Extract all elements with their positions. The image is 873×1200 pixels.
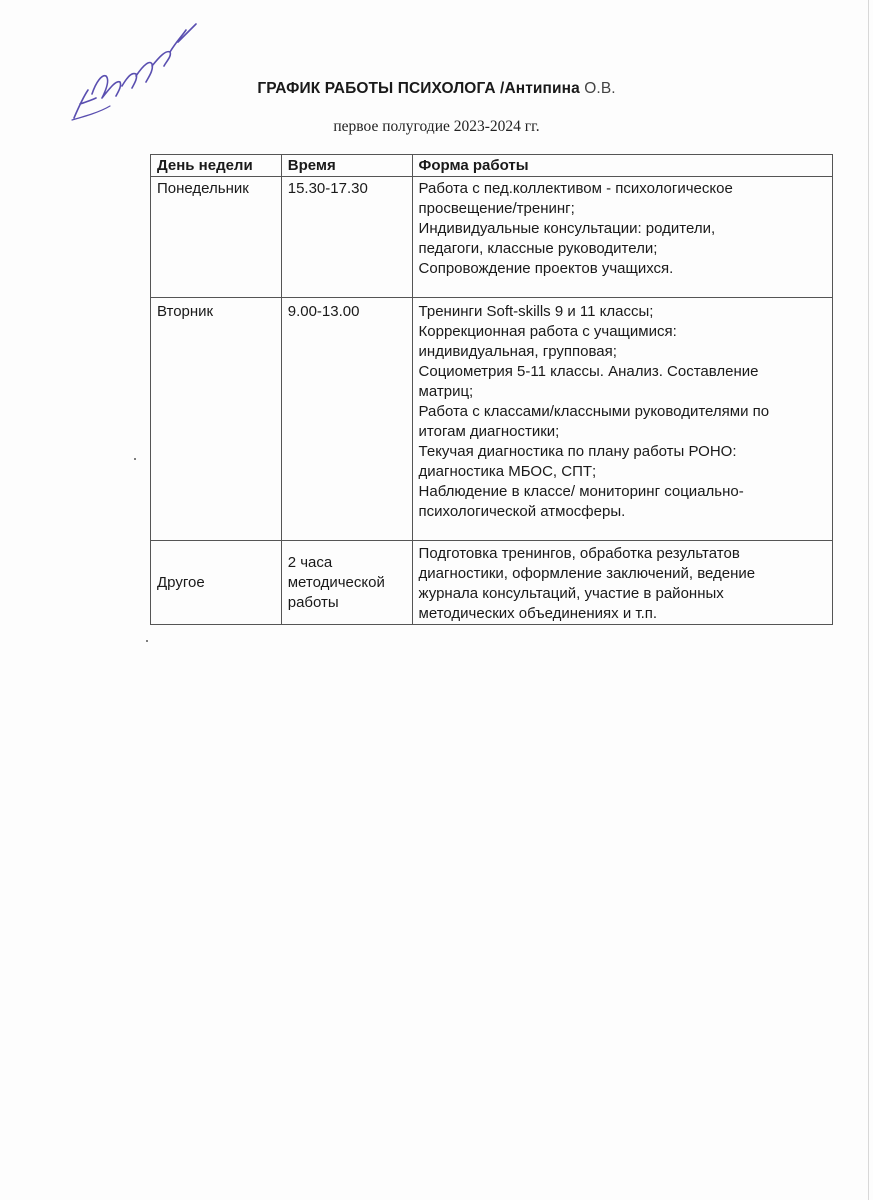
document-subtitle: первое полугодие 2023-2024 гг. bbox=[333, 118, 540, 135]
scan-speck bbox=[134, 458, 136, 460]
table-header-row bbox=[151, 155, 833, 177]
schedule-table bbox=[150, 154, 833, 625]
page-edge bbox=[868, 0, 869, 1200]
document-title bbox=[0, 80, 873, 98]
form-line: Тренинги Soft-skills 9 и 11 классы; bbox=[418, 303, 654, 320]
time-line: 2 часа bbox=[287, 553, 333, 571]
cell-form bbox=[412, 541, 832, 625]
title-main: ГРАФИК РАБОТЫ ПСИХОЛОГА / bbox=[257, 80, 505, 97]
form-line: диагностика МБОС, СПТ; bbox=[418, 463, 597, 480]
cell-day: Понедельник bbox=[151, 177, 282, 298]
title-initials: О.В. bbox=[584, 80, 616, 97]
form-line: Текучая диагностика по плану работы РОНО: bbox=[418, 443, 737, 460]
cell-time: 9.00-13.00 bbox=[281, 298, 412, 541]
form-line: Работа с пед.коллективом - психологическое bbox=[418, 180, 733, 197]
scan-speck bbox=[146, 640, 148, 642]
form-line: матриц; bbox=[418, 383, 474, 400]
time-line: методической bbox=[287, 573, 385, 591]
cell-day: Другое bbox=[151, 541, 282, 625]
cell-time: 15.30-17.30 bbox=[281, 177, 412, 298]
cell-form bbox=[412, 177, 832, 298]
form-line: индивидуальная, групповая; bbox=[418, 343, 617, 360]
handwritten-signature bbox=[66, 20, 206, 130]
title-name: Антипина bbox=[504, 80, 580, 97]
form-line: Сопровождение проектов учащихся. bbox=[418, 260, 674, 277]
cell-form bbox=[412, 298, 832, 541]
form-line: методических объединениях и т.п. bbox=[418, 605, 658, 622]
form-line: журнала консультаций, участие в районных bbox=[418, 585, 724, 602]
header-time: Время bbox=[281, 155, 412, 177]
form-line: педагоги, классные руководители; bbox=[418, 240, 658, 257]
cell-day: Вторник bbox=[151, 298, 282, 541]
form-line: просвещение/тренинг; bbox=[418, 200, 575, 217]
form-line: Работа с классами/классными руководителями по bbox=[418, 403, 770, 420]
form-line: Коррекционная работа с учащимися: bbox=[418, 323, 677, 340]
form-line: диагностики, оформление заключений, ведение bbox=[418, 565, 756, 582]
table-row-tuesday bbox=[151, 298, 833, 541]
form-line: психологической атмосферы. bbox=[418, 503, 626, 520]
form-line: Индивидуальные консультации: родители, bbox=[418, 220, 716, 237]
table-row-other bbox=[151, 541, 833, 625]
header-form: Форма работы bbox=[412, 155, 832, 177]
cell-time bbox=[281, 541, 412, 625]
table-row-monday bbox=[151, 177, 833, 298]
time-line: работы bbox=[287, 593, 339, 611]
form-line: Социометрия 5-11 классы. Анализ. Составление bbox=[418, 363, 759, 380]
header-day: День недели bbox=[151, 155, 282, 177]
form-line: Наблюдение в классе/ мониторинг социально- bbox=[418, 483, 744, 500]
form-line: итогам диагностики; bbox=[418, 423, 560, 440]
form-line: Подготовка тренингов, обработка результатов bbox=[418, 545, 740, 562]
